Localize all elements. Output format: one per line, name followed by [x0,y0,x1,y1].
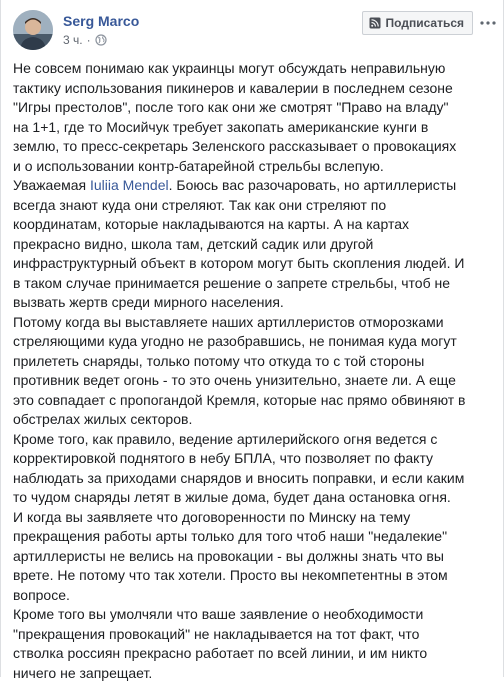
subscribe-label: Подписаться [385,16,464,30]
mention-suffix: . Боюсь вас разочаровать, но артиллеристы всегда знают куда они стреляют. Так как они стреляют по координатам, которые накладываются на карты. А на картах прекрасно видно, школа там, детский садик или другой инфраструктурный объект в котором могут быть скопления людей. И в таком случае принимается решение о запрете стрельбы, чтоб не вызвать жертв среди мирного населения. [13,177,465,310]
post-paragraph-3: Потому когда вы выставляете наших артиллеристов отморозками стреляющими куда угодно не разобравшись, не понимая куда могут прилететь снаряды, только потому что откуда то с той стороны противник ведет огонь - то это очень унизительно, знаете ли. А еще это совпадает с пропогандой Кремля, которые нас прямо обвиняют в обстрелах жилых секторов. [13,313,466,427]
mention-prefix: Уважаемая [13,177,90,193]
post-meta [63,33,107,47]
globe-icon[interactable] [95,34,107,46]
rss-feed-icon [369,17,381,29]
post-paragraph-2 [13,176,495,313]
post-paragraph-1: Не совсем понимаю как украинцы могут обсуждать неправильную тактику использования пикинеров и кавалерии в последнем сезоне "Игры престолов", после того как они же смотрят "Право на владу" на 1+1, где то Мосийчук требует закопать американские кунги в землю, то пресс-секретарь Зеленского рассказывает о провокациях и о использовании контр-батарейной стрельбы вслепую. [13,60,457,174]
avatar-image [13,10,53,50]
post-timestamp[interactable]: 3 ч. [63,33,83,47]
meta-separator: · [86,33,91,47]
subscribe-button[interactable] [362,11,473,35]
post-paragraph-4: Кроме того, как правило, ведение артилерийского огня ведется с корректировкой поднятого в небу БПЛА, что позволяет по факту наблюдать за приходами снарядов и вносить поправки, и если каким то чудом снаряды летят в жилые дома, будет дана остановка огня. [13,430,465,505]
post-paragraph-5: И когда вы заявляете что договоренности по Минску на тему прекращения работы арты только для того чтоб наши "недалекие" артиллеристы не велись на провокации - вы должны знать что вы врете. Не потому что так хотели. Просто вы некомпетентны в этом вопросе. [13,508,448,603]
post-header [1,0,503,56]
post-paragraph-6: Кроме того вы умолчяли что ваше заявление о необходимости "прекращения провокаций" не накладывается на тот факт, что стволка россиян прекрасно работает по всей линии, и им никто ничего не запрещает. [13,606,428,681]
post-body [13,59,495,683]
mention-link[interactable]: Iuliia Mendel [90,177,169,193]
author-avatar[interactable] [13,10,53,50]
author-name[interactable]: Serg Marco [63,13,140,29]
more-options-icon[interactable] [479,16,497,30]
